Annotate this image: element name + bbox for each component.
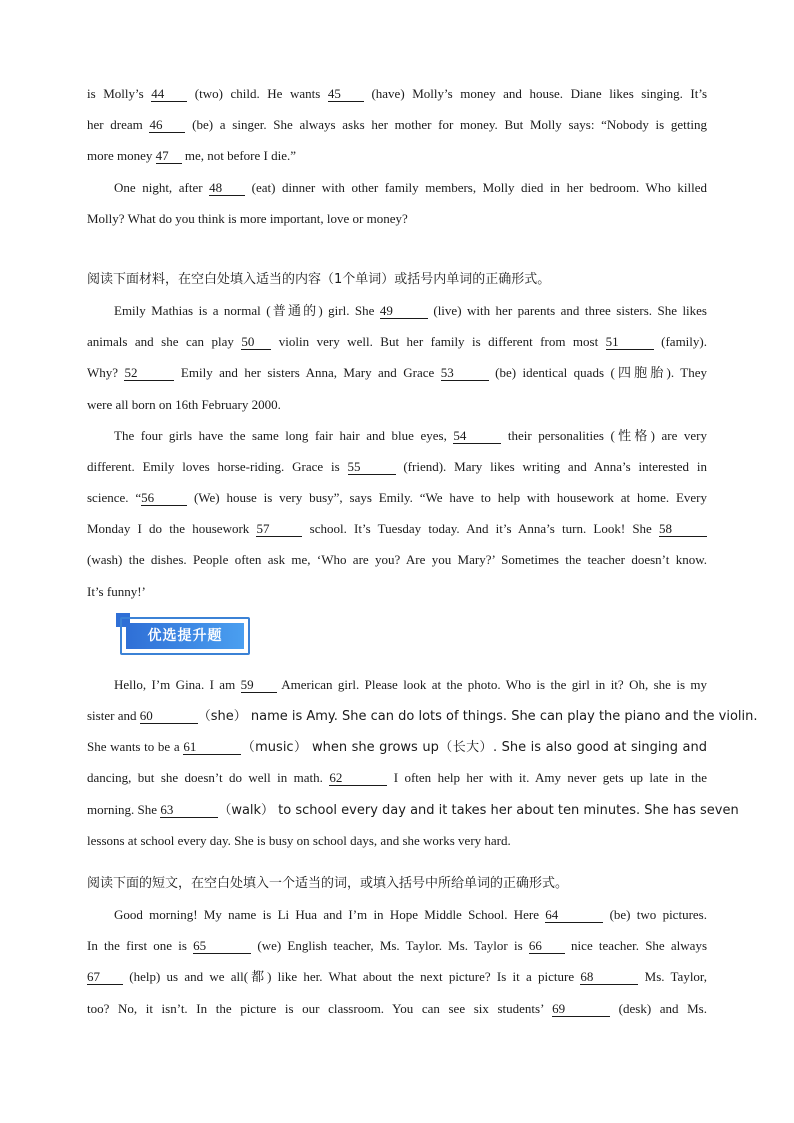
text-line: science. “56 (We) house is very busy”, says Emily. “We have to help with housework at home. Every: [87, 490, 708, 506]
text-line: The four girls have the same long fair hair and blue eyes, 54 their personalities (性格) are very: [114, 427, 707, 443]
text-line: It’s funny!’: [87, 583, 146, 599]
text-line: Emily Mathias is a normal (普通的) girl. She 49 (live) with her parents and three sisters. She likes: [114, 302, 707, 318]
blank-50[interactable]: 50: [241, 335, 271, 350]
blank-69[interactable]: 69: [552, 1002, 610, 1017]
text-line: more money 47 me, not before I die.”: [87, 148, 297, 164]
banner-frame: [120, 617, 250, 655]
blank-64[interactable]: 64: [545, 908, 603, 923]
text-line: Molly? What do you think is more important, love or money?: [87, 210, 408, 226]
blank-53[interactable]: 53: [441, 366, 489, 381]
text-line: In the first one is 65 (we) English teacher, Ms. Taylor. Ms. Taylor is 66 nice teacher. She always: [87, 938, 708, 954]
blank-57[interactable]: 57: [256, 522, 302, 537]
blank-49[interactable]: 49: [380, 304, 428, 319]
text-line: Good morning! My name is Li Hua and I’m in Hope Middle School. Here 64 (be) two pictures.: [114, 906, 707, 922]
blank-67[interactable]: 67: [87, 970, 123, 985]
blank-48[interactable]: 48: [209, 181, 245, 196]
blank-66[interactable]: 66: [529, 939, 565, 954]
text-line: different. Emily loves horse-riding. Grace is 55 (friend). Mary likes writing and Anna’s interested in: [87, 458, 707, 474]
blank-51[interactable]: 51: [606, 335, 654, 350]
text-line: One night, after 48 (eat) dinner with other family members, Molly died in her bedroom. Who killed: [114, 179, 707, 195]
text-line: Hello, I’m Gina. I am 59 American girl. Please look at the photo. Who is the girl in it? Oh, she is my: [114, 676, 708, 692]
text-line: She wants to be a 61 （music） when she grows up（长大）. She is also good at singing and: [87, 739, 707, 756]
text-line: were all born on 16th February 2000.: [87, 396, 281, 412]
text-line: dancing, but she doesn’t do well in math. 62 I often help her with it. Amy never gets up late in the: [87, 770, 707, 786]
text-line: 67 (help) us and we all(都) like her. What about the next picture? Is it a picture 68 Ms. Taylor,: [87, 969, 707, 985]
text-line: too? No, it isn’t. In the picture is our classroom. You can see six students’ 69 (desk) and Ms.: [87, 1000, 707, 1016]
passage-3: [87, 669, 758, 856]
blank-45[interactable]: 45: [328, 87, 364, 102]
text-line: Why? 52 Emily and her sisters Anna, Mary and Grace 53 (be) identical quads (四胞胎). They: [87, 365, 707, 381]
blank-52[interactable]: 52: [124, 366, 174, 381]
text-line: lessons at school every day. She is busy on school days, and she works very hard.: [87, 832, 511, 848]
text-line: Monday I do the housework 57 school. It’s Tuesday today. And it’s Anna’s turn. Look! She 58: [87, 513, 707, 544]
blank-59[interactable]: 59: [241, 678, 277, 693]
section-banner: [87, 607, 707, 669]
blank-47[interactable]: 47: [156, 149, 182, 164]
blank-44[interactable]: 44: [151, 87, 187, 102]
document-page: [87, 78, 758, 1024]
blank-46[interactable]: 46: [149, 118, 185, 133]
text-line: sister and 60 （she） name is Amy. She can do lots of things. She can play the piano and the violin.: [87, 708, 758, 724]
blank-68[interactable]: 68: [580, 970, 638, 985]
text-line: morning. She 63 （walk） to school every day and it takes her about ten minutes. She has seven: [87, 801, 739, 818]
passage-4: [87, 899, 707, 1024]
blank-55[interactable]: 55: [348, 460, 396, 475]
blank-61[interactable]: 61: [183, 740, 241, 755]
blank-54[interactable]: 54: [453, 429, 501, 444]
blank-62[interactable]: 62: [329, 771, 387, 786]
blank-63[interactable]: 63: [160, 803, 218, 818]
text-line: her dream 46 (be) a singer. She always asks her mother for money. But Molly says: “Nobody is getting: [87, 117, 707, 133]
blank-58[interactable]: 58: [659, 522, 707, 537]
passage-1: [87, 78, 707, 234]
text-line: is Molly’s 44 (two) child. He wants 45 (have) Molly’s money and house. Diane likes singing. It’s: [87, 86, 708, 101]
section-instruction: 阅读下面的短文，在空白处填入一个适当的词，或填入括号中所给单词的正确形式。: [87, 875, 569, 891]
passage-2: [87, 295, 707, 607]
section-instruction: 阅读下面材料，在空白处填入适当的内容（1个单词）或括号内单词的正确形式。: [87, 271, 551, 287]
blank-65[interactable]: 65: [193, 939, 251, 954]
text-line: animals and she can play 50 violin very well. But her family is different from most 51 (family).: [87, 334, 707, 350]
text-line: (wash) the dishes. People often ask me, ‘Who are you? Are you Mary?’ Sometimes the teacher doesn’t know.: [87, 552, 707, 568]
banner-label: 优选提升题: [126, 623, 244, 649]
blank-56[interactable]: 56: [141, 491, 187, 506]
blank-60[interactable]: 60: [140, 709, 198, 724]
